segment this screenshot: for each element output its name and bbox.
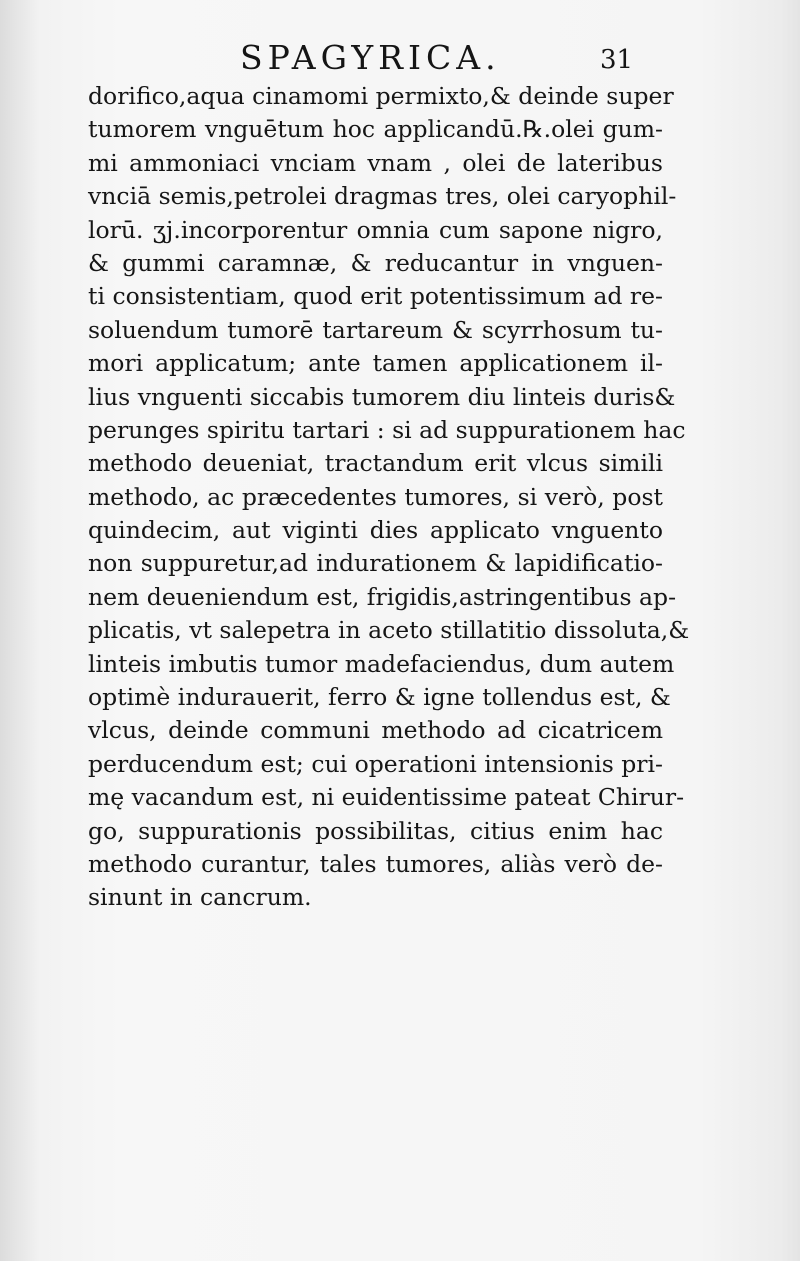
text-line: methodo deueniat, tractandum erit vlcus simili — [88, 449, 663, 478]
text-line: optimè indurauerit, ferro & igne tollendus est, & — [88, 683, 671, 712]
text-line: tumorem vnguētum hoc applicandū.℞.olei gum- — [88, 115, 663, 144]
page-number: 31 — [600, 45, 634, 75]
text-line: & gummi caramnæ, & reducantur in vnguen- — [88, 248, 663, 277]
text-line: nem deueniendum est, frigidis,astringentibus ap- — [88, 582, 677, 611]
text-line: dorifico,aqua cinamomi permixto,& deinde super — [88, 82, 674, 110]
running-head — [0, 36, 800, 86]
text-line: vlcus, deinde communi methodo ad cicatricem — [88, 716, 663, 745]
main-text-block — [88, 80, 690, 915]
text-line: lius vnguenti siccabis tumorem diu linteis duris& — [88, 382, 676, 411]
text-line: mori applicatum; ante tamen applicationem il- — [88, 349, 663, 378]
text-line: methodo, ac præcedentes tumores, si verò, post — [88, 482, 663, 511]
running-head-title: SPAGYRICA. — [240, 38, 501, 77]
text-line: mi ammoniaci vnciam vnam , olei de lateribus — [88, 148, 663, 177]
text-line: go, suppurationis possibilitas, citius enim hac — [88, 816, 663, 845]
text-line: vnciā semis,petrolei dragmas tres, olei caryophil- — [88, 182, 677, 211]
text-line: mę vacandum est, ni euidentissime pateat Chirur- — [88, 783, 685, 812]
text-line: soluendum tumorē tartareum & scyrrhosum tu- — [88, 315, 663, 344]
text-line: lorū. ʒj.incorporentur omnia cum sapone nigro, — [88, 215, 663, 244]
text-line: non suppuretur,ad indurationem & lapidificatio- — [88, 549, 663, 578]
text-line: ti consistentiam, quod erit potentissimum ad re- — [88, 282, 663, 311]
text-line: perducendum est; cui operationi intensionis pri- — [88, 749, 663, 778]
text-line: perunges spiritu tartari : si ad suppurationem hac — [88, 415, 686, 444]
text-line: linteis imbutis tumor madefaciendus, dum autem — [88, 649, 675, 678]
text-line: quindecim, aut viginti dies applicato vnguento — [88, 516, 663, 545]
text-line: plicatis, vt salepetra in aceto stillatitio dissoluta,& — [88, 616, 690, 645]
text-line: methodo curantur, tales tumores, aliàs verò de- — [88, 849, 663, 878]
text-line: sinunt in cancrum. — [88, 883, 312, 912]
